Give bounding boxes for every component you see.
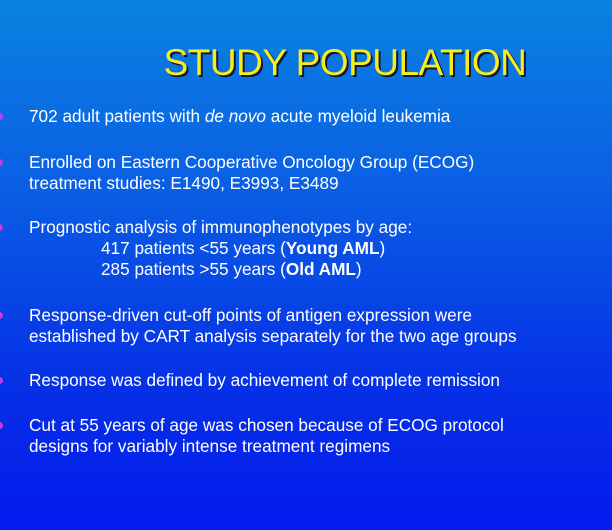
bullet-marker-icon bbox=[0, 377, 3, 384]
bullet-text-line-2: designs for variably intense treatment regimens bbox=[29, 436, 391, 456]
sub-item-young bbox=[101, 238, 385, 259]
bullet-text-line-1: Cut at 55 years of age was chosen because of ECOG protocol bbox=[29, 415, 504, 435]
text-segment: 285 patients >55 years ( bbox=[101, 259, 286, 279]
bullet-marker-icon bbox=[0, 159, 3, 166]
bullet-marker-icon bbox=[0, 312, 3, 319]
text-segment: acute myeloid leukemia bbox=[265, 106, 451, 126]
bullet-text-line-1: Response-driven cut-off points of antigen expression were bbox=[29, 305, 472, 325]
bullet-text-line-1: Enrolled on Eastern Cooperative Oncology Group (ECOG) bbox=[29, 152, 475, 172]
text-segment: ) bbox=[355, 259, 362, 279]
italic-term: de novo bbox=[204, 106, 266, 126]
bullet-text-line-2: established by CART analysis separately for the two age groups bbox=[29, 326, 517, 346]
bold-term: Old AML bbox=[285, 259, 356, 279]
bullet-text-line-1: Prognostic analysis of immunophenotypes by age: bbox=[29, 217, 413, 237]
sub-item-old bbox=[101, 259, 362, 280]
bullet-text bbox=[29, 106, 450, 127]
text-segment: ) bbox=[379, 238, 386, 258]
bullet-text-line-1: Response was defined by achievement of complete remission bbox=[29, 370, 500, 390]
bullet-marker-icon bbox=[0, 224, 3, 231]
text-segment: 417 patients <55 years ( bbox=[101, 238, 286, 258]
text-segment: 702 adult patients with bbox=[29, 106, 205, 126]
slide-title: STUDY POPULATION bbox=[163, 42, 527, 83]
bold-term: Young AML bbox=[285, 238, 380, 258]
bullet-marker-icon bbox=[0, 422, 3, 429]
bullet-text-line-2: treatment studies: E1490, E3993, E3489 bbox=[29, 173, 339, 193]
bullet-marker-icon bbox=[0, 113, 3, 120]
